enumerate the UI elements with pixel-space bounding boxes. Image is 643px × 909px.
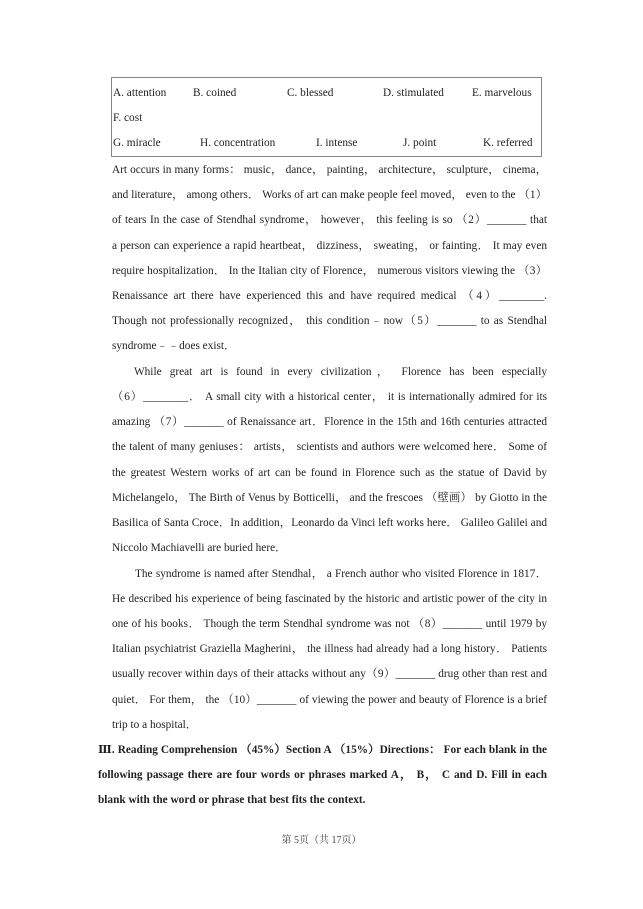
text-line: The syndrome is named after Stendhal， a French author who visited Florence in 1817． (135, 568, 547, 580)
option-b: B. coined (193, 87, 237, 99)
text-line: Niccolo Machiavelli are buried here． (112, 542, 287, 554)
text-line: of tears In the case of Stendhal syndrome， however， this feeling is so （2）_______ that (112, 214, 547, 226)
option-f: F. cost (113, 112, 143, 124)
option-e: E. marvelous (472, 87, 532, 99)
text-line: While great art is found in every civilization， Florence has been especially (134, 366, 547, 378)
text-line: Though not professionally recognized， this condition﹣now（5）_______ to as Stendhal (112, 315, 547, 327)
text-line: and literature， among others． Works of art can make people feel moved， even to the （1） (112, 189, 547, 201)
text-line: Art occurs in many forms： music， dance， painting， architecture， sculpture， cinema， (112, 164, 547, 176)
option-h: H. concentration (200, 137, 276, 149)
heading-line: Ⅲ. Reading Comprehension （45%）Section A （15%）Directions： For each blank in the (98, 744, 547, 756)
option-c: C. blessed (287, 87, 334, 99)
option-i: I. intense (316, 137, 358, 149)
heading-line: following passage there are four words or phrases marked A， B， C and D. Fill in each (98, 769, 547, 781)
text-line: （6）________． A small city with a historical center， it is internationally admired for its (112, 391, 547, 403)
text-line: quiet． For them， the （10）_______ of viewing the power and beauty of Florence is a brief (112, 694, 547, 706)
text-line: usually recover within days of their attacks without any（9）_______ drug other than rest and (112, 668, 547, 680)
text-line: syndrome﹣﹣does exist． (112, 340, 236, 352)
text-line: trip to a hospital． (112, 719, 198, 731)
text-line: one of his books． Though the term Stendhal syndrome was not （8）_______ until 1979 by (112, 618, 547, 630)
text-line: Italian psychiatrist Graziella Magherini， the illness had already had a long history． Patients (112, 643, 547, 655)
word-bank-row-3 (113, 135, 543, 151)
text-line: amazing （7）_______ of Renaissance art．Florence in the 15th and 16th centuries attracted (112, 416, 547, 428)
text-line: the greatest Western works of art can be found in Florence such as the statue of David by (112, 467, 547, 479)
option-d: D. stimulated (383, 87, 444, 99)
text-line: a person can experience a rapid heartbeat， dizziness， sweating， or fainting． It may even (112, 240, 547, 252)
heading-line: blank with the word or phrase that best fits the context. (98, 794, 366, 806)
text-line: Michelangelo， The Birth of Venus by Botticelli， and the frescoes （壁画） by Giotto in the (112, 492, 547, 504)
page-number: 第 5页（共 17页） (281, 835, 362, 846)
text-line: Renaissance art there have experienced this and have required medical （4）________. (112, 290, 547, 302)
word-bank-row-1 (113, 85, 543, 101)
text-line: the talent of many geniuses： artists， scientists and authors were welcomed here． Some of (112, 441, 547, 453)
text-line: require hospitalization． In the Italian city of Florence， numerous visitors viewing the （3） (112, 265, 547, 277)
option-a: A. attention (113, 87, 167, 99)
text-line: He described his experience of being fascinated by the historic and artistic power of the city in (112, 593, 547, 605)
option-g: G. miracle (113, 137, 161, 149)
word-bank-row-2 (113, 110, 543, 126)
option-k: K. referred (483, 137, 533, 149)
option-j: J. point (403, 137, 437, 149)
text-line: Basilica of Santa Croce．In addition，Leonardo da Vinci left works here． Galileo Galilei and (112, 517, 547, 529)
